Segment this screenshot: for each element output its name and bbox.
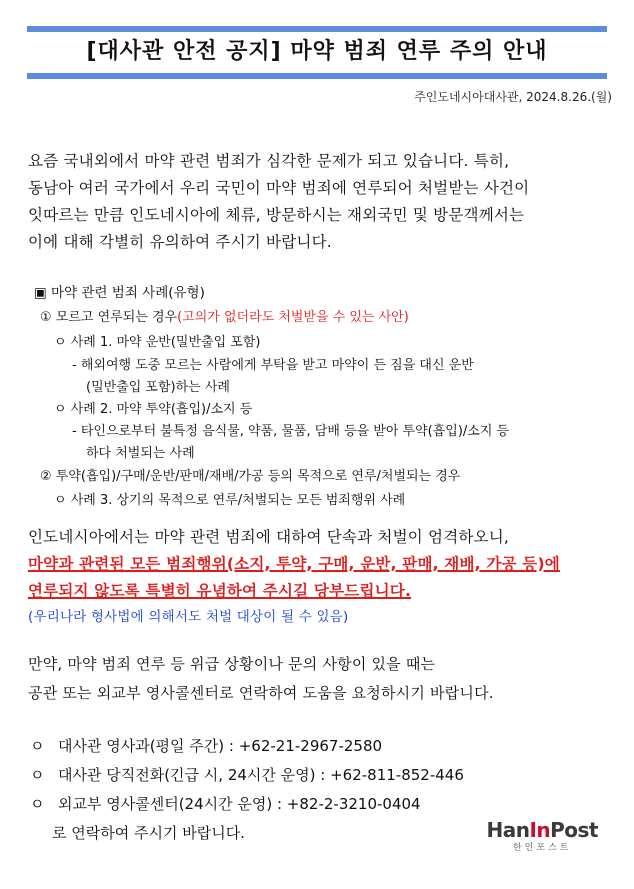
closing-line: 공관 또는 외교부 영사콜센터로 연락하여 도움을 요청하시기 바랍니다. [28, 684, 494, 702]
intro-line: 동남아 여러 국가에서 우리 국민이 마약 범죄에 연루되어 처벌받는 사건이 [28, 179, 530, 197]
intro-line: 요즘 국내외에서 마약 관련 범죄가 심각한 문제가 되고 있습니다. 특히, [28, 152, 510, 170]
case-1-desc: - 해외여행 도중 모르는 사람에게 부탁을 받고 마약이 든 짐을 대신 운반 [72, 358, 474, 373]
bullet-icon: ㅇ [30, 737, 45, 755]
logo-wordmark: HanInPost [486, 818, 598, 842]
warning-emphasis: 마약과 관련된 모든 범죄행위(소지, 투약, 구매, 운반, 판매, 재배, 가공 등)에 [28, 555, 560, 573]
hanin-post-logo [486, 818, 598, 853]
contact-text: 대사관 당직전화(긴급 시, 24시간 운영) : +62-811-852-446 [58, 766, 464, 784]
warning-emphasis: 연루되지 않도록 특별히 유념하여 주시길 당부드립니다. [28, 582, 412, 600]
closing-line: 만약, 마약 범죄 연루 등 위급 상황이나 문의 사항이 있을 때는 [28, 655, 436, 673]
closing-paragraph [28, 650, 610, 708]
case-2-title: ㅇ 사례 2. 마약 투약(흡입)/소지 등 [54, 402, 253, 417]
case-1-title: ㅇ 사례 1. 마약 운반(밀반출입 포함) [54, 335, 261, 350]
item-1-prefix: ① 모르고 연루되는 경우 [40, 310, 178, 325]
item-2: ② 투약(흡입)/구매/운반/판매/재배/가공 등의 목적으로 연루/처벌되는 경우 [40, 469, 461, 484]
item-1 [40, 306, 409, 325]
case-3-title: ㅇ 사례 3. 상기의 목적으로 연루/처벌되는 모든 범죄행위 사례 [54, 493, 406, 508]
contact-item [30, 732, 464, 761]
contact-tail: 로 연락하여 주시기 바랍니다. [52, 824, 245, 842]
contact-text: 대사관 영사과(평일 주간) : +62-21-2967-2580 [58, 737, 383, 755]
bullet-icon: ㅇ [30, 795, 45, 813]
intro-line: 잇따르는 만큼 인도네시아에 체류, 방문하시는 재외국민 및 방문객께서는 [28, 206, 525, 224]
contact-text: 외교부 영사콜센터(24시간 운영) : +82-2-3210-0404 [58, 795, 421, 813]
page-title: [대사관 안전 공지] 마약 범죄 연루 주의 안내 [86, 39, 548, 64]
warning-block [28, 524, 610, 629]
intro-paragraph [28, 148, 610, 256]
dateline: 주인도네시아대사관, 2024.8.26.(월) [414, 90, 612, 104]
warning-note: (우리나라 형사법에 의해서도 처벌 대상이 될 수 있음) [28, 609, 349, 625]
case-1-desc: (밀반출입 포함)하는 사례 [86, 380, 230, 395]
case-2-desc: - 타인으로부터 불특정 음식물, 약품, 물품, 담배 등을 받아 투약(흡입)/소지 등 [72, 424, 510, 439]
contact-item [30, 761, 464, 790]
warning-line: 인도네시아에서는 마약 관련 범죄에 대하여 단속과 처벌이 엄격하오니, [28, 528, 510, 546]
intro-line: 이에 대해 각별히 유의하여 주시기 바랍니다. [28, 233, 332, 251]
logo-subtitle: 한인포스트 [512, 843, 572, 853]
contact-item [30, 790, 464, 819]
case-2-desc: 하다 처벌되는 사례 [86, 446, 195, 461]
item-1-highlight: (고의가 없더라도 처벌받을 수 있는 사안) [177, 310, 409, 325]
contact-list [30, 732, 464, 848]
title-bottom-rule [27, 73, 607, 79]
title-top-rule [27, 26, 607, 32]
bullet-icon: ㅇ [30, 766, 45, 784]
section-heading: ▣ 마약 관련 범죄 사례(유형) [34, 285, 205, 301]
